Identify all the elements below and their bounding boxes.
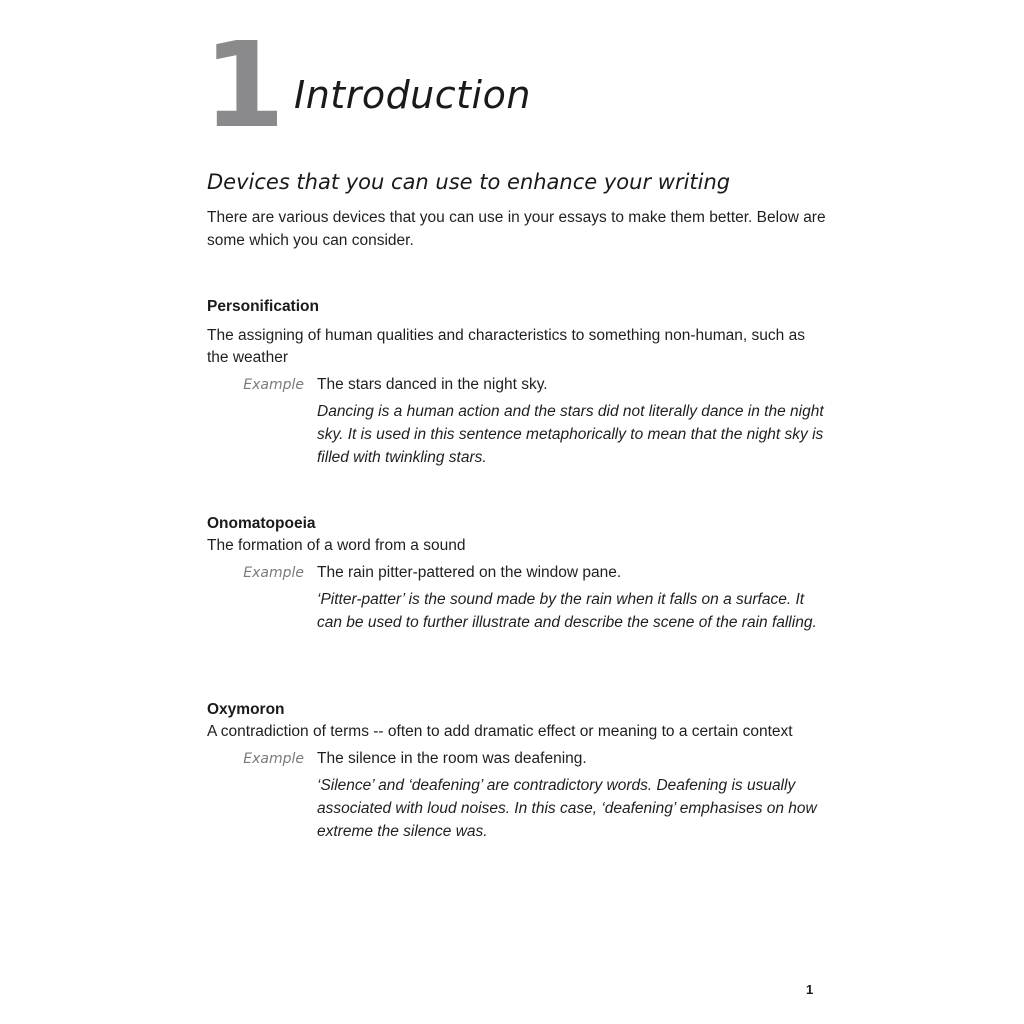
chapter-title: Introduction — [294, 73, 531, 117]
example-explanation: Dancing is a human action and the stars did not literally dance in the night sky. It is used in this sentence metaphorically to mean that the night sky is filled with twinkling stars. — [317, 403, 824, 466]
example-body — [317, 747, 827, 843]
page-number: 1 — [806, 982, 814, 997]
example-sentence: The rain pitter-pattered on the window pane. — [317, 564, 622, 581]
example-explanation: ‘Silence’ and ‘deafening’ are contradictory words. Deafening is usually associated with loud noises. In this case, ‘deafening’ emphasises on how extreme the silence was. — [317, 777, 817, 840]
device-name: Personification — [207, 298, 319, 315]
example-label: Example — [243, 377, 304, 393]
example-row — [207, 373, 827, 469]
device-definition: A contradiction of terms -- often to add dramatic effect or meaning to a certain context — [207, 723, 793, 740]
device-definition: The assigning of human qualities and characteristics to something non-human, such as the weather — [207, 327, 805, 366]
device-oxymoron — [207, 699, 827, 843]
device-definition: The formation of a word from a sound — [207, 537, 466, 554]
device-personification — [207, 296, 827, 469]
section-title: Devices that you can use to enhance your writing — [207, 170, 731, 194]
example-sentence: The stars danced in the night sky. — [317, 376, 548, 393]
example-row — [207, 747, 827, 843]
example-sentence: The silence in the room was deafening. — [317, 750, 587, 767]
example-label: Example — [243, 565, 304, 581]
chapter-number: 1 — [203, 16, 282, 154]
section-intro: There are various devices that you can use in your essays to make them better. Below are some which you can consider. — [207, 209, 826, 249]
example-label: Example — [243, 751, 304, 767]
device-onomatopoeia — [207, 513, 827, 634]
example-body — [317, 373, 827, 469]
example-explanation: ‘Pitter-patter’ is the sound made by the rain when it falls on a surface. It can be used to further illustrate and describe the scene of the rain falling. — [317, 591, 817, 631]
device-name: Oxymoron — [207, 701, 285, 718]
device-name: Onomatopoeia — [207, 515, 316, 532]
example-body — [317, 561, 827, 634]
example-row — [207, 561, 827, 634]
